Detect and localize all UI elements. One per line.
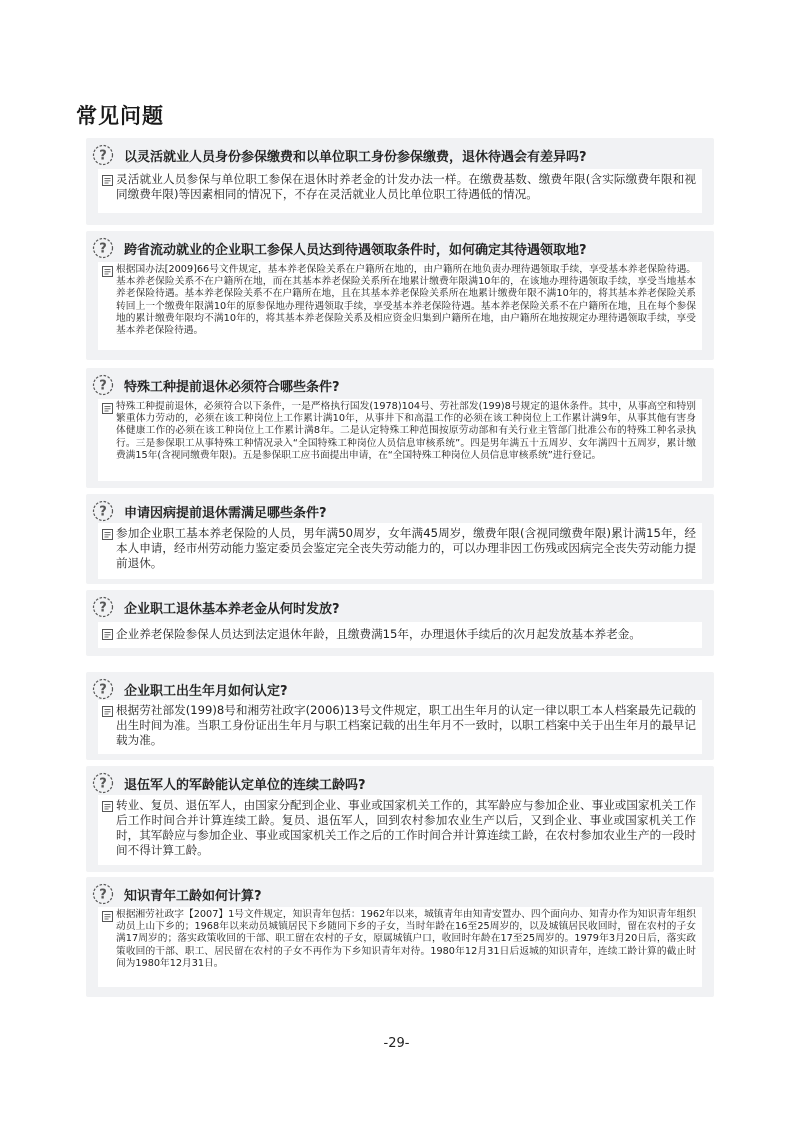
faq-answer-text: 特殊工种提前退休，必须符合以下条件，一是严格执行国发(1978)104号、劳社部发(199)8号规定的退休条件。其中，从事高空和特别繁重体力劳动的，必须在该工种岗位上工作累计满10年，从事井下和高温工作的必须在该工种岗位上工作累计满9年，从事其他有害身体健康工作的必须在该工种岗位上工作累计满8年。二是认定特殊工种范围按原劳动部和有关行业主管部门批准公布的特殊工种名录执行。三是参保职工从事特殊工种情况录入“全国特殊工种岗位人员信息审核系统”。四是男年满五十五周岁、女年满四十五周岁，累计缴费满15年(含视同缴费年限)。五是参保职工应书面提出申请，在“全国特殊工种岗位人员信息审核系统”进行登记。 (116, 401, 696, 461)
faq-answer-text: 灵活就业人员参保与单位职工参保在退休时养老金的计发办法一样。在缴费基数、缴费年限(含实际缴费年限和视同缴费年限)等因素相同的情况下，不存在灵活就业人员比单位职工待遇低的情况。 (116, 172, 696, 201)
faq-question (92, 235, 708, 261)
faq-question-text: 以灵活就业人员身份参保缴费和以单位职工身份参保缴费，退休待遇会有差异吗? (124, 149, 587, 165)
note-icon (102, 911, 113, 922)
faq-question-text: 退伍军人的军龄能认定单位的连续工龄吗? (124, 777, 366, 793)
question-icon (92, 237, 114, 259)
page-number: -29- (383, 1036, 410, 1051)
question-icon (92, 144, 114, 166)
faq-answer-text: 根据劳社部发(199)8号和湘劳社政字(2006)13号文件规定，职工出生年月的认定一律以职工本人档案最先记载的出生时间为准。当职工身份证出生年月与职工档案记载的出生年月不一致时，以职工档案中关于出生年月的最早记载为准。 (116, 703, 696, 747)
faq-question (92, 594, 708, 620)
faq-question (92, 881, 708, 907)
note-icon (102, 629, 113, 640)
faq-answer (98, 523, 702, 579)
note-icon (102, 175, 113, 186)
note-icon (102, 529, 113, 540)
svg-text:?: ? (99, 600, 107, 616)
faq-answer (98, 622, 702, 648)
faq-item (86, 138, 714, 225)
faq-question-text: 申请因病提前退休需满足哪些条件? (124, 505, 327, 521)
faq-answer-text: 根据湘劳社政字【2007】1号文件规定，知识青年包括：1962年以来，城镇青年由知青安置办、四个面向办、知青办作为知识青年组织动员上山下乡的；1968年以来动员城镇居民下乡随同下乡的子女，当时年龄在16至25周岁的，以及城镇居民收回时，留在农村的子女满17周岁的；落实政策收回的干部、职工留在农村的子女，原属城镇户口，收回时年龄在17至25周岁的。1979年3月20日后，落实政策收回的干部、职工、居民留在农村的子女不再作为下乡知识青年对待。1980年12月31日后返城的知识青年，连续工龄计算的截止时间为1980年12月31日。 (116, 909, 696, 969)
faq-answer (98, 169, 702, 213)
faq-question (92, 770, 708, 796)
faq-answer (98, 795, 702, 865)
faq-question (92, 676, 708, 702)
faq-answer (98, 700, 702, 754)
faq-answer-text: 参加企业职工基本养老保险的人员，男年满50周岁，女年满45周岁，缴费年限(含视同缴费年限)累计满15年，经本人申请，经市州劳动能力鉴定委员会鉴定完全丧失劳动能力的，可以办理非因工伤残或因病完全丧失劳动能力提前退休。 (116, 526, 696, 570)
faq-question (92, 372, 708, 398)
faq-item (86, 231, 714, 360)
question-icon (92, 772, 114, 794)
faq-question-text: 企业职工退休基本养老金从何时发放? (124, 601, 340, 617)
question-icon (92, 596, 114, 618)
faq-answer (98, 399, 702, 481)
svg-text:?: ? (99, 241, 107, 257)
faq-question-text: 知识青年工龄如何计算? (124, 888, 262, 904)
faq-answer-text: 根据国办法[2009]66号文件规定，基本养老保险关系在户籍所在地的，由户籍所在地负责办理待遇领取手续，享受基本养老保险待遇。基本养老保险关系不在户籍所在地，而在其基本养老保险关系所在地累计缴费年限满10年的，在该地办理待遇领取手续，享受当地基本养老保险待遇。基本养老保险关系不在户籍所在地，且在其基本养老保险关系所在地累计缴费年限不满10年的，将其基本养老保险关系转回上一个缴费年限满10年的原参保地办理待遇领取手续，享受基本养老保险待遇。基本养老保险关系不在户籍所在地，且在每个参保地的累计缴费年限均不满10年的，将其基本养老保险关系及相应资金归集到户籍所在地，由户籍所在地按规定办理待遇领取手续，享受基本养老保险待遇。 (116, 264, 696, 337)
note-icon (102, 403, 113, 414)
faq-question (92, 142, 708, 168)
question-icon (92, 500, 114, 522)
faq-answer (98, 262, 702, 350)
faq-item (86, 672, 714, 760)
faq-question-text: 特殊工种提前退休必须符合哪些条件? (124, 379, 340, 395)
faq-question-text: 跨省流动就业的企业职工参保人员达到待遇领取条件时，如何确定其待遇领取地? (124, 242, 587, 258)
question-icon (92, 883, 114, 905)
faq-question (92, 498, 708, 524)
faq-answer-text: 转业、复员、退伍军人，由国家分配到企业、事业或国家机关工作的，其军龄应与参加企业、事业或国家机关工作后工作时间合并计算连续工龄。复员、退伍军人，回到农村参加农业生产以后，又到企业、事业或国家机关工作时，其军龄应与参加企业、事业或国家机关工作之后的工作时间合并计算连续工龄，在农村参加农业生产的一段时间不得计算工龄。 (116, 798, 696, 857)
faq-answer (98, 907, 702, 987)
question-icon (92, 374, 114, 396)
svg-text:?: ? (99, 378, 107, 394)
faq-item (86, 368, 714, 488)
page-title: 常见问题 (76, 104, 164, 128)
faq-item (86, 494, 714, 584)
svg-text:?: ? (99, 682, 107, 698)
faq-item (86, 766, 714, 872)
svg-text:?: ? (99, 148, 107, 164)
note-icon (102, 706, 113, 717)
question-icon (92, 678, 114, 700)
faq-answer-text: 企业养老保险参保人员达到法定退休年龄，且缴费满15年，办理退休手续后的次月起发放基本养老金。 (116, 627, 641, 641)
faq-item (86, 877, 714, 997)
note-icon (102, 266, 113, 277)
svg-text:?: ? (99, 776, 107, 792)
svg-text:?: ? (99, 504, 107, 520)
note-icon (102, 801, 113, 812)
faq-item (86, 590, 714, 656)
faq-question-text: 企业职工出生年月如何认定? (124, 683, 288, 699)
svg-text:?: ? (99, 887, 107, 903)
